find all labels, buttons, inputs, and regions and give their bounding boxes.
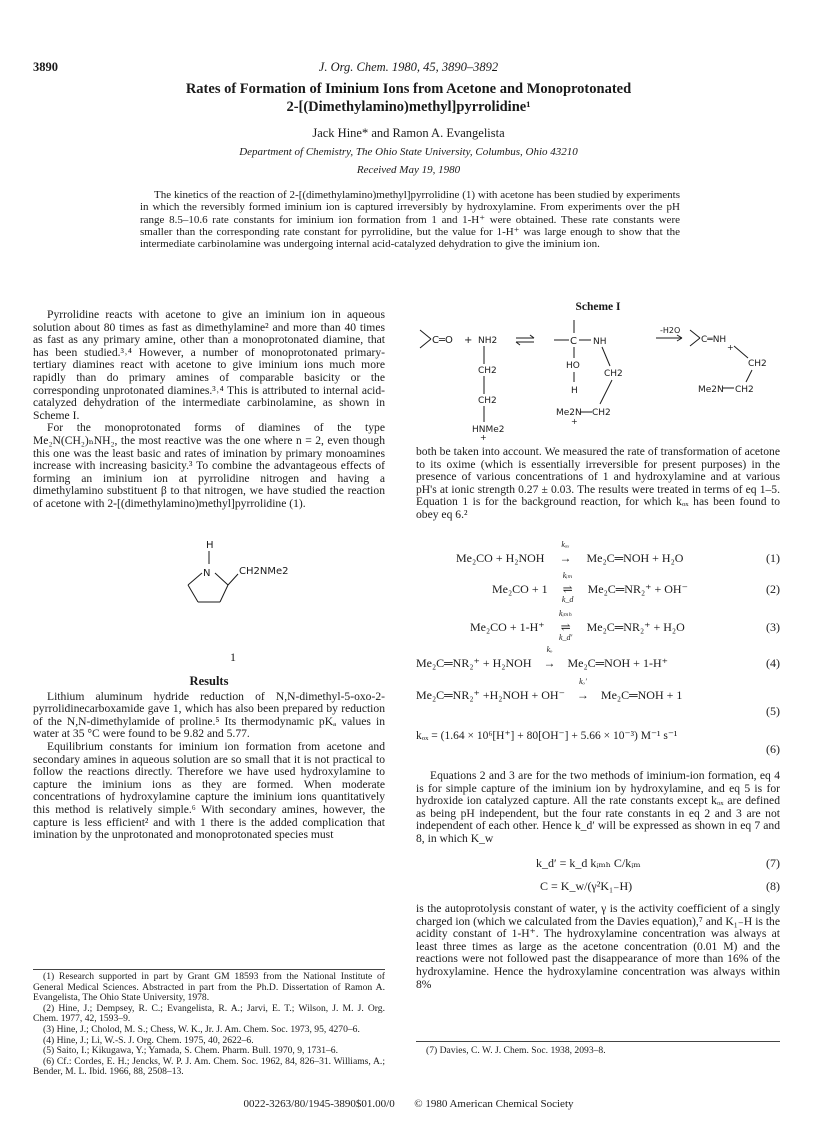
right-paragraph-2: Equations 2 and 3 are for the two methods of iminium-ion formation, eq 4 is for simple capture of the iminium ion by hydroxylamine, and eq 5 is for hydroxide ion catalyzed capture. All the rate constants except kₒₓ are defined as being pH independent, but the four rate constants in eq 2 and 3 are not independent of each other. Hence k_d′ will be expressed as shown in eq 7 and 8, in which K_w [416,769,780,845]
equation-5: Me₂C═NR₂⁺ +H₂NOH + OH⁻ kₒ′ → Me₂C═NOH + 1 (5) [416,677,780,718]
eq1-number: (1) [766,551,780,565]
eq4-number: (4) [766,656,780,670]
scheme-ch2-b: CH2 [478,396,497,406]
article-title [60,80,757,116]
right-column-paragraph-2 [416,770,780,846]
scheme-ch2-a: CH2 [478,366,497,376]
eq7-text: k_d′ = k_d kᵢₘₕ C/kᵢₘ [536,856,641,870]
title-line-2: 2-[(Dimethylamino)methyl]pyrrolidine¹ [286,99,531,115]
compound-number: 1 [230,650,236,664]
scheme-heading: Scheme I [575,301,621,313]
affiliation: Department of Chemistry, The Ohio State University, Columbus, Ohio 43210 [239,146,578,158]
equation-2: Me₂CO + 1 kᵢₘ ⇌ k_d Me₂C═NR₂⁺ + OH⁻ (2) [492,571,780,604]
footnotes-right [416,1046,780,1057]
intro-paragraph-2: For the monoprotonated forms of diamines of the type Me₂N(CH₂)ₙNH₂, the most reactive was the one where n = 2, even though this one was the least basic and rates of imination by primary monoamines increase with increasing basicity.³ To combine the advantageous effects of forming an iminium ion at pyrrolidine nitrogen and having a dimethylamino substituent β to that nitrogen, we have studied the reaction of acetone with 2-[(dimethylamino)methyl]pyrrolidine (1). [33,421,385,510]
eq8-text: C = K_w/(γ²K₁₋H) [540,879,633,893]
footnote-4: (4) Hine, J.; Li, W.-S. J. Org. Chem. 1975, 40, 2622–6. [43,1034,254,1046]
scheme-iminium: C═NH [701,335,727,345]
footnote-2: (2) Hine, J.; Dempsey, R. C.; Evangelista, R. A.; Jarvi, E. T.; Wilson, J. M. J. Org. Chem. 1977, 42, 1593–9. [33,1002,385,1025]
equation-8 [416,877,780,895]
eq2-number: (2) [766,582,780,596]
right-paragraph-1: both be taken into account. We measured the rate of transformation of acetone to its oxime (which is essentially irreversible for present purposes) in the presence of various concentrations of 1 and hydroxylamine and at various pH's at ionic strength 0.27 ± 0.03. The results were treated in terms of eq 1–5. Equation 1 is for the background reaction, for which kₒₓ has been found to obey eq 6.² [416,445,780,521]
eq5-left: Me₂C═NR₂⁺ +H₂NOH + OH⁻ [416,688,565,702]
scheme-h: H [571,386,578,396]
footnote-rule-left [33,969,385,970]
equation-6 [416,720,780,756]
footnote-7: (7) Davies, C. W. J. Chem. Soc. 1938, 2093–8. [426,1045,606,1056]
eq5-k: kₒ′ [579,677,587,686]
eq1-k: kₐₓ [561,540,570,549]
compound-n-label: N [203,568,211,579]
results-paragraph-1: Lithium aluminum hydride reduction of N,N-dimethyl-5-oxo-2-pyrrolidinecarboxamide gave 1, which has also been prepared by reduction of the N,N-dimethylamide of proline.⁵ Its thermodynamic pKₐ values in water at 35 °C were found to be 9.82 and 5.77. [33,689,385,741]
eq2-k-bot: k_d [561,595,574,604]
scheme-ch2-d: CH2 [592,408,611,418]
eq2-left: Me₂CO + 1 [492,582,548,596]
eq4-left: Me₂C═NR₂⁺ + H₂NOH [416,656,532,670]
left-column [33,309,385,511]
results-section [33,675,385,842]
page-footer [0,1098,817,1110]
received-date: Received May 19, 1980 [356,164,461,176]
scheme-carbinol-c: C [570,336,577,347]
page-number: 3890 [33,60,58,74]
scheme-ch2-f: CH2 [735,385,754,395]
footer-code: 0022-3263/80/1945-3890$01.00/0 [243,1098,395,1110]
eq3-k-bot: k_d′ [558,633,573,642]
scheme-minus-water: -H2O [660,326,681,335]
eq7-number: (7) [766,856,780,870]
scheme-me2n-right: Me2N [698,385,724,395]
eq3-left: Me₂CO + 1-H⁺ [470,620,545,634]
scheme-nh2: NH2 [478,336,498,346]
scheme-me2n-mid: Me2N [556,408,582,418]
eq5-number: (5) [766,704,780,718]
title-line-1: Rates of Formation of Iminium Ions from Acetone and Monoprotonated [185,81,632,97]
results-heading: Results [189,674,229,688]
eq3-number: (3) [766,620,780,634]
results-paragraph-2: Equilibrium constants for iminium ion formation from acetone and secondary amines in aqueous solution are so small that it is not practical to follow the reactions directly. Therefore we have used hydroxylamine to capture the iminium ions as they are formed. When moderate concentrations of hydroxylamine capture the iminium ions quantitatively this method is relatively simple.⁶ With secondary amines, however, the capture is less efficient² and with 1 there is the added complication that imination by the unprotonated and monoprotonated species must [33,739,385,842]
scheme-iminium-charge: + [727,343,734,352]
footnote-3: (3) Hine, J.; Cholod, M. S.; Chess, W. K., Jr. J. Am. Chem. Soc. 1973, 95, 4270–6. [43,1023,360,1035]
eq8-number: (8) [766,879,780,893]
eq4-right: Me₂C═NOH + 1-H⁺ [567,656,668,670]
eq1-right: Me₂C═NOH + H₂O [586,551,684,565]
equation-7 [416,854,780,872]
eq2-right: Me₂C═NR₂⁺ + OH⁻ [587,582,688,596]
journal-header: J. Org. Chem. 1980, 45, 3890–3892 [318,60,499,74]
scheme-plus: + [464,335,473,346]
footnote-rule-right [416,1041,780,1042]
scheme-carbonyl: C═O [432,335,453,346]
scheme-ch2-e: CH2 [748,359,767,369]
footer-copyright: © 1980 American Chemical Society [414,1098,574,1110]
authors: Jack Hine* and Ramon A. Evangelista [312,126,505,140]
eq4-k: kₒ [546,645,553,654]
scheme-plus-charge: + [480,433,487,440]
abstract: The kinetics of the reaction of 2-[(dimethylamino)methyl]pyrrolidine (1) with acetone has been studied by experiments in which the reversibly formed iminium ion is captured irreversibly by hydroxylamine. From experiments over the pH range 8.5–10.6 rate constants for iminium ion formation from 1 and 1-H⁺ were obtained. These rate constants were smaller than the corresponding rate constant for pyrrolidine, but the value for 1-H⁺ was large enough to show that the intermediate carbinolamine was undergoing internal acid-catalyzed dehydration to give the iminium ion. [140,189,680,251]
right-column-paragraph-3 [416,903,780,991]
eq5-right: Me₂C═NOH + 1 [600,688,683,702]
footnote-5: (5) Saito, I.; Kikugawa, Y.; Yamada, S. Chem. Pharm. Bull. 1970, 9, 1731–6. [43,1045,338,1057]
scheme-carbinol-nh: NH [593,337,607,347]
scheme-1-diagram [416,316,780,440]
right-column-paragraph-1 [416,446,780,522]
compound-substituent-label: CH2NMe2 [239,566,289,577]
scheme-plus-charge-mid: + [571,417,578,426]
compound-h-label: H [206,540,214,551]
scheme-ho: HO [566,361,580,371]
footnote-6: (6) Cf.: Cordes, E. H.; Jencks, W. P. J. Am. Chem. Soc. 1962, 84, 826–31. Williams, A.; Bender, M. L. Ibid. 1966, 88, 2508–13. [33,1055,385,1078]
eq6-text: kₒₓ = (1.64 × 10⁶[H⁺] + 80[OH⁻] + 5.66 × 10⁻³) M⁻¹ s⁻¹ [416,730,678,742]
eq3-k-top: kᵢₘₕ [559,609,573,618]
footnote-1: (1) Research supported in part by Grant GM 18593 from the National Institute of General Medical Sciences. Abstracted in part from the Ph.D. Dissertation of Ramon A. Evangelista, The Ohio State University, 1978. [33,971,385,1004]
compound-1-structure [170,536,330,626]
right-paragraph-3: is the autoprotolysis constant of water, γ is the activity coefficient of a singly charged ion (which we calculated from the Davies equation),⁷ and K₁₋H is the acidity constant of 1-H⁺. The hydroxylamine concentration was always at least three times as large as the acetone concentration (0.01 M) and the reactions were not followed past the disappearance of more than 16% of the hydroxylamine. Hence the hydroxylamine concentration was always within 8% [416,902,780,991]
eq2-k-top: kᵢₘ [562,571,573,580]
scheme-hnme2: HNMe2 [472,425,505,435]
eq6-number: (6) [766,742,780,756]
equation-1: Me₂CO + H₂NOH kₐₓ → Me₂C═NOH + H₂O (1) [456,540,780,565]
eq3-right: Me₂C═NR₂⁺ + H₂O [586,620,685,634]
equation-3: Me₂CO + 1-H⁺ kᵢₘₕ ⇌ k_d′ Me₂C═NR₂⁺ + H₂O (3) [470,609,780,642]
footnotes-left [33,972,385,1078]
eq1-left: Me₂CO + H₂NOH [456,551,545,565]
intro-paragraph-1: Pyrrolidine reacts with acetone to give an iminium ion in aqueous solution about 80 times as fast as dimethylamine² and more than 40 times as fast as any primary amine, other than a monoprotonated diamine, that has been studied.³˒⁴ However, a number of monoprotonated primary-tertiary diamines react with acetone to give iminium ions much more rapidly than do primary amines of comparable basicity or the corresponding unprotonated diamines.³˒⁴ This is attributed to internal acid-catalyzed dehydration of the intermediate carbinolamine, as shown in Scheme I. [33,308,385,422]
equation-4: Me₂C═NR₂⁺ + H₂NOH kₒ → Me₂C═NOH + 1-H⁺ (4) [416,645,780,670]
scheme-ch2-c: CH2 [604,369,623,379]
